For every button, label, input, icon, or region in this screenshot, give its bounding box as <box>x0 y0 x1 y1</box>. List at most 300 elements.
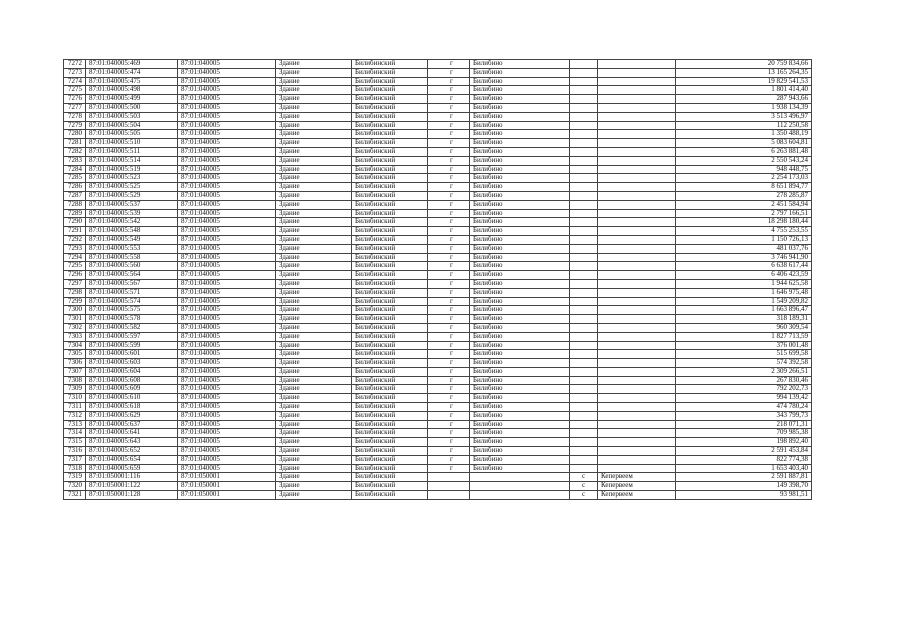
locality-type-cell <box>570 209 598 218</box>
locality-type-cell <box>570 288 598 297</box>
district-cell: Билибинский <box>352 95 428 104</box>
settlement-name-cell: Билибино <box>470 385 570 394</box>
cadastral-quarter-cell: 87:01:040005 <box>178 288 276 297</box>
locality-type-cell <box>570 367 598 376</box>
locality-name-cell <box>598 156 676 165</box>
object-type-cell: Здание <box>276 411 352 420</box>
table-row <box>64 306 812 315</box>
row-number-cell: 7273 <box>64 68 86 77</box>
settlement-type-cell: г <box>428 288 470 297</box>
table-row <box>64 420 812 429</box>
cadastral-value-cell: 1 350 488,19 <box>676 130 812 139</box>
object-type-cell: Здание <box>276 147 352 156</box>
settlement-type-cell: г <box>428 297 470 306</box>
settlement-type-cell: г <box>428 429 470 438</box>
object-type-cell: Здание <box>276 367 352 376</box>
object-type-cell: Здание <box>276 473 352 482</box>
cadastral-number-cell: 87:01:040005:503 <box>86 112 178 121</box>
row-number-cell: 7291 <box>64 227 86 236</box>
cadastral-value-cell: 19 829 541,53 <box>676 77 812 86</box>
table-row <box>64 235 812 244</box>
object-type-cell: Здание <box>276 359 352 368</box>
locality-name-cell <box>598 394 676 403</box>
row-number-cell: 7294 <box>64 253 86 262</box>
settlement-name-cell: Билибино <box>470 121 570 130</box>
settlement-type-cell <box>428 491 470 500</box>
table-row <box>64 77 812 86</box>
locality-name-cell <box>598 130 676 139</box>
settlement-name-cell: Билибино <box>470 165 570 174</box>
table-row <box>64 112 812 121</box>
locality-type-cell <box>570 95 598 104</box>
locality-name-cell <box>598 403 676 412</box>
row-number-cell: 7312 <box>64 411 86 420</box>
settlement-type-cell: г <box>428 147 470 156</box>
table-row <box>64 411 812 420</box>
cadastral-value-cell: 218 071,31 <box>676 420 812 429</box>
cadastral-quarter-cell: 87:01:040005 <box>178 315 276 324</box>
locality-name-cell <box>598 271 676 280</box>
locality-type-cell <box>570 306 598 315</box>
locality-name-cell <box>598 227 676 236</box>
object-type-cell: Здание <box>276 306 352 315</box>
cadastral-number-cell: 87:01:040005:603 <box>86 359 178 368</box>
settlement-type-cell: г <box>428 95 470 104</box>
row-number-cell: 7320 <box>64 482 86 491</box>
row-number-cell: 7274 <box>64 77 86 86</box>
row-number-cell: 7272 <box>64 60 86 69</box>
district-cell: Билибинский <box>352 288 428 297</box>
cadastral-number-cell: 87:01:040005:567 <box>86 279 178 288</box>
object-type-cell: Здание <box>276 288 352 297</box>
locality-name-cell: Кепервеем <box>598 473 676 482</box>
table-row <box>64 86 812 95</box>
cadastral-quarter-cell: 87:01:040005 <box>178 403 276 412</box>
object-type-cell: Здание <box>276 482 352 491</box>
row-number-cell: 7282 <box>64 147 86 156</box>
cadastral-number-cell: 87:01:040005:643 <box>86 438 178 447</box>
cadastral-quarter-cell: 87:01:040005 <box>178 297 276 306</box>
cadastral-number-cell: 87:01:040005:469 <box>86 60 178 69</box>
district-cell: Билибинский <box>352 68 428 77</box>
cadastral-number-cell: 87:01:040005:498 <box>86 86 178 95</box>
cadastral-value-cell: 1 801 414,40 <box>676 86 812 95</box>
row-number-cell: 7296 <box>64 271 86 280</box>
district-cell: Билибинский <box>352 367 428 376</box>
cadastral-number-cell: 87:01:040005:629 <box>86 411 178 420</box>
cadastral-value-cell: 2 451 584,94 <box>676 200 812 209</box>
cadastral-value-cell: 1 938 134,39 <box>676 103 812 112</box>
cadastral-number-cell: 87:01:050001:128 <box>86 491 178 500</box>
cadastral-number-cell: 87:01:040005:571 <box>86 288 178 297</box>
cadastral-quarter-cell: 87:01:040005 <box>178 209 276 218</box>
row-number-cell: 7302 <box>64 323 86 332</box>
locality-name-cell <box>598 376 676 385</box>
district-cell: Билибинский <box>352 464 428 473</box>
table-row <box>64 68 812 77</box>
cadastral-number-cell: 87:01:040005:505 <box>86 130 178 139</box>
settlement-type-cell: г <box>428 165 470 174</box>
locality-type-cell <box>570 200 598 209</box>
cadastral-number-cell: 87:01:040005:549 <box>86 235 178 244</box>
cadastral-number-cell: 87:01:040005:537 <box>86 200 178 209</box>
cadastral-value-cell: 2 797 166,51 <box>676 209 812 218</box>
district-cell: Билибинский <box>352 139 428 148</box>
settlement-type-cell: г <box>428 438 470 447</box>
district-cell: Билибинский <box>352 438 428 447</box>
cadastral-value-cell: 1 653 403,40 <box>676 464 812 473</box>
cadastral-value-cell: 6 638 617,44 <box>676 262 812 271</box>
district-cell: Билибинский <box>352 297 428 306</box>
locality-name-cell <box>598 112 676 121</box>
cadastral-value-cell: 2 254 173,03 <box>676 174 812 183</box>
locality-name-cell <box>598 147 676 156</box>
cadastral-number-cell: 87:01:040005:599 <box>86 341 178 350</box>
row-number-cell: 7318 <box>64 464 86 473</box>
locality-name-cell <box>598 447 676 456</box>
settlement-name-cell: Билибино <box>470 403 570 412</box>
settlement-type-cell: г <box>428 271 470 280</box>
settlement-type-cell: г <box>428 367 470 376</box>
cadastral-value-cell: 481 037,76 <box>676 244 812 253</box>
row-number-cell: 7275 <box>64 86 86 95</box>
row-number-cell: 7304 <box>64 341 86 350</box>
table-row <box>64 139 812 148</box>
locality-type-cell <box>570 147 598 156</box>
locality-name-cell <box>598 359 676 368</box>
cadastral-number-cell: 87:01:040005:510 <box>86 139 178 148</box>
table-row <box>64 482 812 491</box>
locality-type-cell <box>570 103 598 112</box>
object-type-cell: Здание <box>276 191 352 200</box>
settlement-type-cell: г <box>428 218 470 227</box>
object-type-cell: Здание <box>276 174 352 183</box>
cadastral-quarter-cell: 87:01:040005 <box>178 147 276 156</box>
cadastral-number-cell: 87:01:040005:499 <box>86 95 178 104</box>
locality-name-cell <box>598 253 676 262</box>
district-cell: Билибинский <box>352 420 428 429</box>
object-type-cell: Здание <box>276 271 352 280</box>
row-number-cell: 7288 <box>64 200 86 209</box>
cadastral-quarter-cell: 87:01:050001 <box>178 473 276 482</box>
table-row <box>64 297 812 306</box>
object-type-cell: Здание <box>276 341 352 350</box>
cadastral-quarter-cell: 87:01:040005 <box>178 385 276 394</box>
row-number-cell: 7301 <box>64 315 86 324</box>
locality-name-cell <box>598 367 676 376</box>
district-cell: Билибинский <box>352 473 428 482</box>
row-number-cell: 7278 <box>64 112 86 121</box>
cadastral-number-cell: 87:01:040005:652 <box>86 447 178 456</box>
settlement-name-cell: Билибино <box>470 438 570 447</box>
settlement-type-cell: г <box>428 323 470 332</box>
settlement-type-cell: г <box>428 376 470 385</box>
cadastral-quarter-cell: 87:01:040005 <box>178 183 276 192</box>
cadastral-number-cell: 87:01:040005:558 <box>86 253 178 262</box>
cadastral-value-cell: 474 780,24 <box>676 403 812 412</box>
cadastral-number-cell: 87:01:040005:597 <box>86 332 178 341</box>
locality-type-cell <box>570 455 598 464</box>
settlement-type-cell: г <box>428 77 470 86</box>
cadastral-value-cell: 198 892,40 <box>676 438 812 447</box>
locality-type-cell <box>570 130 598 139</box>
row-number-cell: 7308 <box>64 376 86 385</box>
cadastral-value-cell: 8 651 894,77 <box>676 183 812 192</box>
locality-type-cell <box>570 253 598 262</box>
district-cell: Билибинский <box>352 77 428 86</box>
settlement-type-cell: г <box>428 394 470 403</box>
table-row <box>64 447 812 456</box>
settlement-type-cell: г <box>428 350 470 359</box>
district-cell: Билибинский <box>352 253 428 262</box>
object-type-cell: Здание <box>276 429 352 438</box>
locality-type-cell <box>570 139 598 148</box>
cadastral-quarter-cell: 87:01:040005 <box>178 359 276 368</box>
object-type-cell: Здание <box>276 491 352 500</box>
cadastral-value-cell: 267 830,46 <box>676 376 812 385</box>
cadastral-number-cell: 87:01:040005:542 <box>86 218 178 227</box>
settlement-name-cell: Билибино <box>470 68 570 77</box>
settlement-type-cell: г <box>428 253 470 262</box>
object-type-cell: Здание <box>276 156 352 165</box>
table-row <box>64 156 812 165</box>
cadastral-quarter-cell: 87:01:040005 <box>178 455 276 464</box>
locality-name-cell: Кепервеем <box>598 491 676 500</box>
table-row <box>64 253 812 262</box>
settlement-name-cell: Билибино <box>470 130 570 139</box>
table-row <box>64 429 812 438</box>
row-number-cell: 7290 <box>64 218 86 227</box>
cadastral-number-cell: 87:01:050001:116 <box>86 473 178 482</box>
district-cell: Билибинский <box>352 271 428 280</box>
cadastral-quarter-cell: 87:01:040005 <box>178 341 276 350</box>
table-row <box>64 394 812 403</box>
table-row <box>64 103 812 112</box>
settlement-name-cell: Билибино <box>470 350 570 359</box>
cadastral-quarter-cell: 87:01:040005 <box>178 112 276 121</box>
locality-name-cell <box>598 262 676 271</box>
locality-type-cell <box>570 68 598 77</box>
table-body <box>64 60 812 500</box>
district-cell: Билибинский <box>352 200 428 209</box>
settlement-name-cell: Билибино <box>470 112 570 121</box>
cadastral-quarter-cell: 87:01:040005 <box>178 200 276 209</box>
object-type-cell: Здание <box>276 394 352 403</box>
settlement-name-cell: Билибино <box>470 297 570 306</box>
table-row <box>64 455 812 464</box>
cadastral-value-cell: 994 139,42 <box>676 394 812 403</box>
settlement-type-cell: г <box>428 183 470 192</box>
cadastral-quarter-cell: 87:01:050001 <box>178 482 276 491</box>
cadastral-value-cell: 2 550 543,24 <box>676 156 812 165</box>
locality-name-cell <box>598 60 676 69</box>
settlement-name-cell: Билибино <box>470 174 570 183</box>
settlement-type-cell: г <box>428 227 470 236</box>
object-type-cell: Здание <box>276 464 352 473</box>
settlement-name-cell: Билибино <box>470 332 570 341</box>
locality-name-cell <box>598 77 676 86</box>
cadastral-number-cell: 87:01:040005:514 <box>86 156 178 165</box>
object-type-cell: Здание <box>276 95 352 104</box>
settlement-type-cell: г <box>428 244 470 253</box>
object-type-cell: Здание <box>276 403 352 412</box>
locality-name-cell <box>598 332 676 341</box>
settlement-name-cell: Билибино <box>470 429 570 438</box>
object-type-cell: Здание <box>276 60 352 69</box>
row-number-cell: 7286 <box>64 183 86 192</box>
table-row <box>64 262 812 271</box>
cadastral-value-cell: 376 001,48 <box>676 341 812 350</box>
locality-name-cell <box>598 183 676 192</box>
cadastral-value-cell: 278 285,87 <box>676 191 812 200</box>
locality-type-cell <box>570 385 598 394</box>
cadastral-number-cell: 87:01:040005:578 <box>86 315 178 324</box>
cadastral-quarter-cell: 87:01:040005 <box>178 227 276 236</box>
cadastral-value-cell: 709 985,38 <box>676 429 812 438</box>
settlement-name-cell <box>470 491 570 500</box>
cadastral-quarter-cell: 87:01:040005 <box>178 350 276 359</box>
object-type-cell: Здание <box>276 112 352 121</box>
settlement-type-cell: г <box>428 385 470 394</box>
table-row <box>64 376 812 385</box>
locality-type-cell <box>570 420 598 429</box>
row-number-cell: 7309 <box>64 385 86 394</box>
object-type-cell: Здание <box>276 350 352 359</box>
cadastral-quarter-cell: 87:01:040005 <box>178 394 276 403</box>
cadastral-quarter-cell: 87:01:040005 <box>178 438 276 447</box>
cadastral-value-cell: 1 646 975,48 <box>676 288 812 297</box>
row-number-cell: 7277 <box>64 103 86 112</box>
cadastral-number-cell: 87:01:040005:654 <box>86 455 178 464</box>
cadastral-value-cell: 1 663 896,47 <box>676 306 812 315</box>
locality-name-cell: Кепервеем <box>598 482 676 491</box>
locality-name-cell <box>598 200 676 209</box>
locality-type-cell <box>570 297 598 306</box>
district-cell: Билибинский <box>352 262 428 271</box>
table-row <box>64 183 812 192</box>
settlement-name-cell: Билибино <box>470 95 570 104</box>
locality-type-cell <box>570 86 598 95</box>
district-cell: Билибинский <box>352 209 428 218</box>
table-row <box>64 191 812 200</box>
cadastral-number-cell: 87:01:040005:504 <box>86 121 178 130</box>
table-row <box>64 60 812 69</box>
settlement-name-cell: Билибино <box>470 218 570 227</box>
district-cell: Билибинский <box>352 403 428 412</box>
cadastral-quarter-cell: 87:01:040005 <box>178 271 276 280</box>
settlement-type-cell: г <box>428 262 470 271</box>
cadastral-quarter-cell: 87:01:040005 <box>178 174 276 183</box>
object-type-cell: Здание <box>276 420 352 429</box>
locality-type-cell <box>570 323 598 332</box>
object-type-cell: Здание <box>276 315 352 324</box>
settlement-type-cell: г <box>428 139 470 148</box>
cadastral-number-cell: 87:01:040005:618 <box>86 403 178 412</box>
locality-type-cell <box>570 60 598 69</box>
settlement-type-cell: г <box>428 447 470 456</box>
settlement-name-cell: Билибино <box>470 60 570 69</box>
locality-name-cell <box>598 429 676 438</box>
object-type-cell: Здание <box>276 103 352 112</box>
cadastral-table <box>63 59 812 500</box>
district-cell: Билибинский <box>352 103 428 112</box>
settlement-name-cell <box>470 482 570 491</box>
settlement-name-cell: Билибино <box>470 147 570 156</box>
cadastral-number-cell: 87:01:040005:519 <box>86 165 178 174</box>
locality-type-cell <box>570 174 598 183</box>
object-type-cell: Здание <box>276 235 352 244</box>
cadastral-number-cell: 87:01:040005:608 <box>86 376 178 385</box>
object-type-cell: Здание <box>276 455 352 464</box>
cadastral-value-cell: 2 309 266,51 <box>676 367 812 376</box>
cadastral-value-cell: 1 150 726,13 <box>676 235 812 244</box>
settlement-name-cell: Билибино <box>470 455 570 464</box>
row-number-cell: 7280 <box>64 130 86 139</box>
cadastral-quarter-cell: 87:01:040005 <box>178 139 276 148</box>
settlement-type-cell: г <box>428 130 470 139</box>
settlement-name-cell: Билибино <box>470 191 570 200</box>
cadastral-quarter-cell: 87:01:050001 <box>178 491 276 500</box>
object-type-cell: Здание <box>276 130 352 139</box>
cadastral-value-cell: 960 309,54 <box>676 323 812 332</box>
row-number-cell: 7303 <box>64 332 86 341</box>
object-type-cell: Здание <box>276 279 352 288</box>
settlement-name-cell: Билибино <box>470 271 570 280</box>
cadastral-quarter-cell: 87:01:040005 <box>178 235 276 244</box>
locality-type-cell <box>570 464 598 473</box>
settlement-name-cell: Билибино <box>470 367 570 376</box>
district-cell: Билибинский <box>352 394 428 403</box>
cadastral-value-cell: 13 165 264,35 <box>676 68 812 77</box>
object-type-cell: Здание <box>276 438 352 447</box>
settlement-name-cell: Билибино <box>470 262 570 271</box>
settlement-type-cell: г <box>428 420 470 429</box>
table-row <box>64 315 812 324</box>
district-cell: Билибинский <box>352 341 428 350</box>
locality-name-cell <box>598 165 676 174</box>
cadastral-value-cell: 149 398,70 <box>676 482 812 491</box>
cadastral-value-cell: 6 263 881,48 <box>676 147 812 156</box>
row-number-cell: 7313 <box>64 420 86 429</box>
district-cell: Билибинский <box>352 359 428 368</box>
table-row <box>64 227 812 236</box>
locality-name-cell <box>598 218 676 227</box>
locality-type-cell <box>570 77 598 86</box>
cadastral-quarter-cell: 87:01:040005 <box>178 68 276 77</box>
row-number-cell: 7292 <box>64 235 86 244</box>
object-type-cell: Здание <box>276 332 352 341</box>
row-number-cell: 7319 <box>64 473 86 482</box>
table-row <box>64 95 812 104</box>
locality-type-cell <box>570 341 598 350</box>
cadastral-value-cell: 343 799,73 <box>676 411 812 420</box>
cadastral-quarter-cell: 87:01:040005 <box>178 306 276 315</box>
locality-type-cell <box>570 271 598 280</box>
table-row <box>64 350 812 359</box>
settlement-name-cell: Билибино <box>470 376 570 385</box>
table-row <box>64 174 812 183</box>
cadastral-value-cell: 792 202,73 <box>676 385 812 394</box>
district-cell: Билибинский <box>352 147 428 156</box>
district-cell: Билибинский <box>352 447 428 456</box>
district-cell: Билибинский <box>352 385 428 394</box>
locality-type-cell: с <box>570 473 598 482</box>
table-row <box>64 279 812 288</box>
district-cell: Билибинский <box>352 279 428 288</box>
locality-name-cell <box>598 385 676 394</box>
cadastral-value-cell: 112 250,58 <box>676 121 812 130</box>
table-row <box>64 438 812 447</box>
